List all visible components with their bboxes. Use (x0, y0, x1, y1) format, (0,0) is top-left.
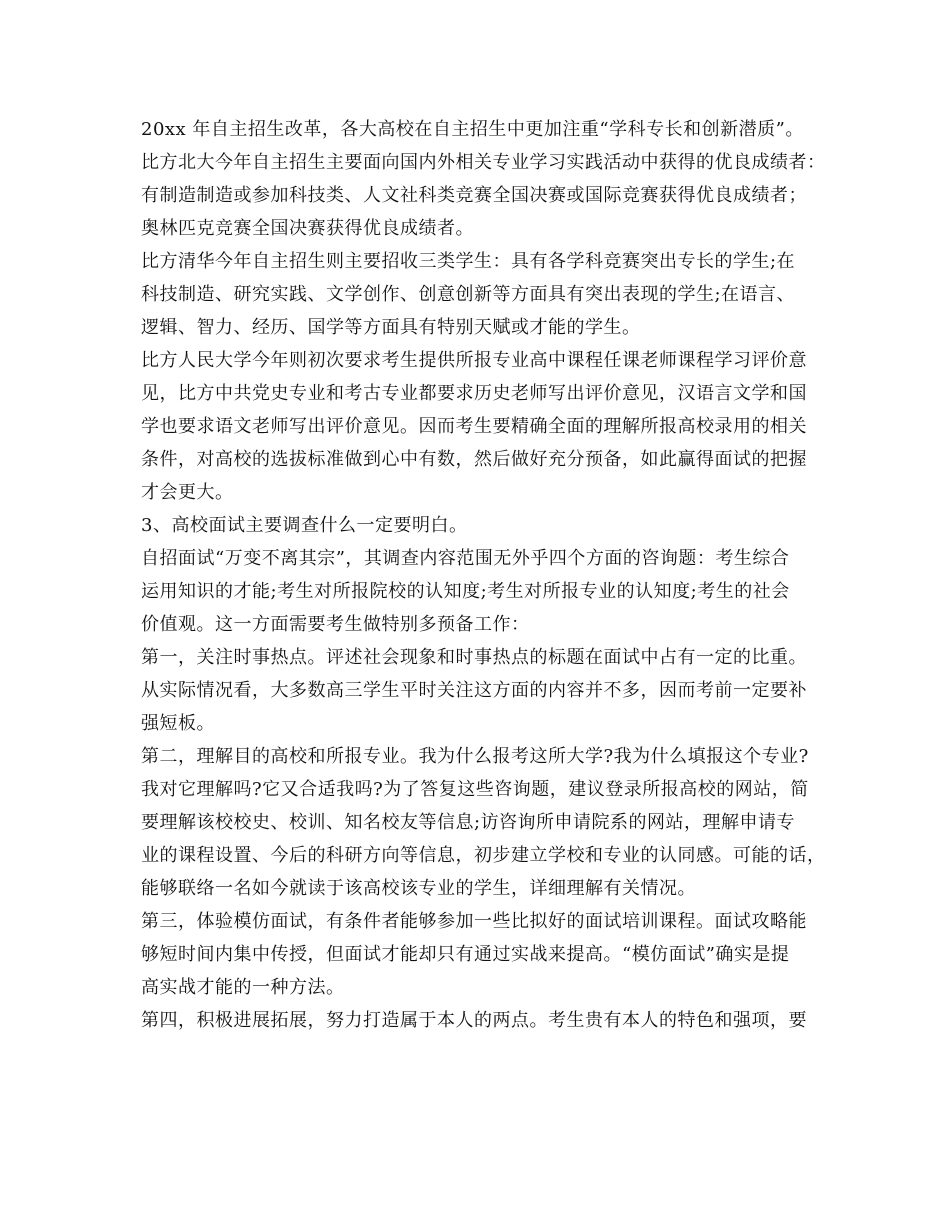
text-line: 学也要求语文老师写出评价意见。因而考生要精确全面的理解所报高校录用的相关 (141, 416, 807, 437)
text-line: 比方北大今年自主招生主要面向国内外相关专业学习实践活动中获得的优良成绩者： (141, 152, 826, 173)
text-line: 自招面试“万变不离其宗”，其调查内容范围无外乎四个方面的咨询题：考生综合 (141, 548, 790, 569)
text-line: 第一，关注时事热点。评述社会现象和时事热点的标题在面试中占有一定的比重。 (141, 647, 807, 668)
section-heading: 3、高校面试主要调查什么一定要明白。 (141, 515, 468, 536)
text-line: 条件，对高校的选拔标准做到心中有数，然后做好充分预备，如此赢得面试的把握 (141, 449, 807, 470)
text-line: 我对它理解吗?它又合适我吗?为了答复这些咨询题，建议登录所报高校的网站，简 (141, 779, 809, 800)
text-line: 比方人民大学今年则初次要求考生提供所报专业高中课程任课老师课程学习评价意 (141, 350, 807, 371)
text-line: 第二，理解目的高校和所报专业。我为什么报考这所大学?我为什么填报这个专业? (141, 746, 809, 767)
text-line: 奥林匹克竞赛全国决赛获得优良成绩者。 (141, 218, 474, 239)
text-line: 够短时间内集中传授，但面试才能却只有通过实战来提高。“模仿面试”确实是提 (141, 944, 790, 965)
text-line: 比方清华今年自主招生则主要招收三类学生：具有各学科竞赛突出专长的学生;在 (141, 251, 796, 272)
text-line: 科技制造、研究实践、文学创作、创意创新等方面具有突出表现的学生;在语言、 (141, 284, 796, 305)
text-line: 才会更大。 (141, 482, 234, 503)
text-line: 运用知识的才能;考生对所报院校的认知度;考生对所报专业的认知度;考生的社会 (141, 581, 790, 602)
text-line: 第三，体验模仿面试，有条件者能够参加一些比拟好的面试培训课程。面试攻略能 (141, 911, 807, 932)
text-line: 高实战才能的一种方法。 (141, 977, 345, 998)
text-line: 第四，积极进展拓展，努力打造属于本人的两点。考生贵有本人的特色和强项，要 (141, 1010, 807, 1031)
text-line: 从实际情况看，大多数高三学生平时关注这方面的内容并不多，因而考前一定要补 (141, 680, 807, 701)
document-body (141, 113, 831, 1037)
text-line: 逻辑、智力、经历、国学等方面具有特别天赋或才能的学生。 (141, 317, 641, 338)
text-line: 强短板。 (141, 713, 215, 734)
text-line: 业的课程设置、今后的科研方向等信息，初步建立学校和专业的认同感。可能的话， (141, 845, 826, 866)
text-line: 要理解该校校史、校训、知名校友等信息;访咨询所申请院系的网站，理解申请专 (141, 812, 796, 833)
text-line: 价值观。这一方面需要考生做特别多预备工作： (141, 614, 530, 635)
text-line: 见，比方中共党史专业和考古专业都要求历史老师写出评价意见，汉语言文学和国 (141, 383, 807, 404)
text-line: 能够联络一名如今就读于该高校该专业的学生，详细理解有关情况。 (141, 878, 696, 899)
text-line: 20xx 年自主招生改革，各大高校在自主招生中更加注重“学科专长和创新潜质”。 (141, 119, 804, 140)
text-line: 有制造制造或参加科技类、人文社科类竞赛全国决赛或国际竞赛获得优良成绩者； (141, 185, 807, 206)
